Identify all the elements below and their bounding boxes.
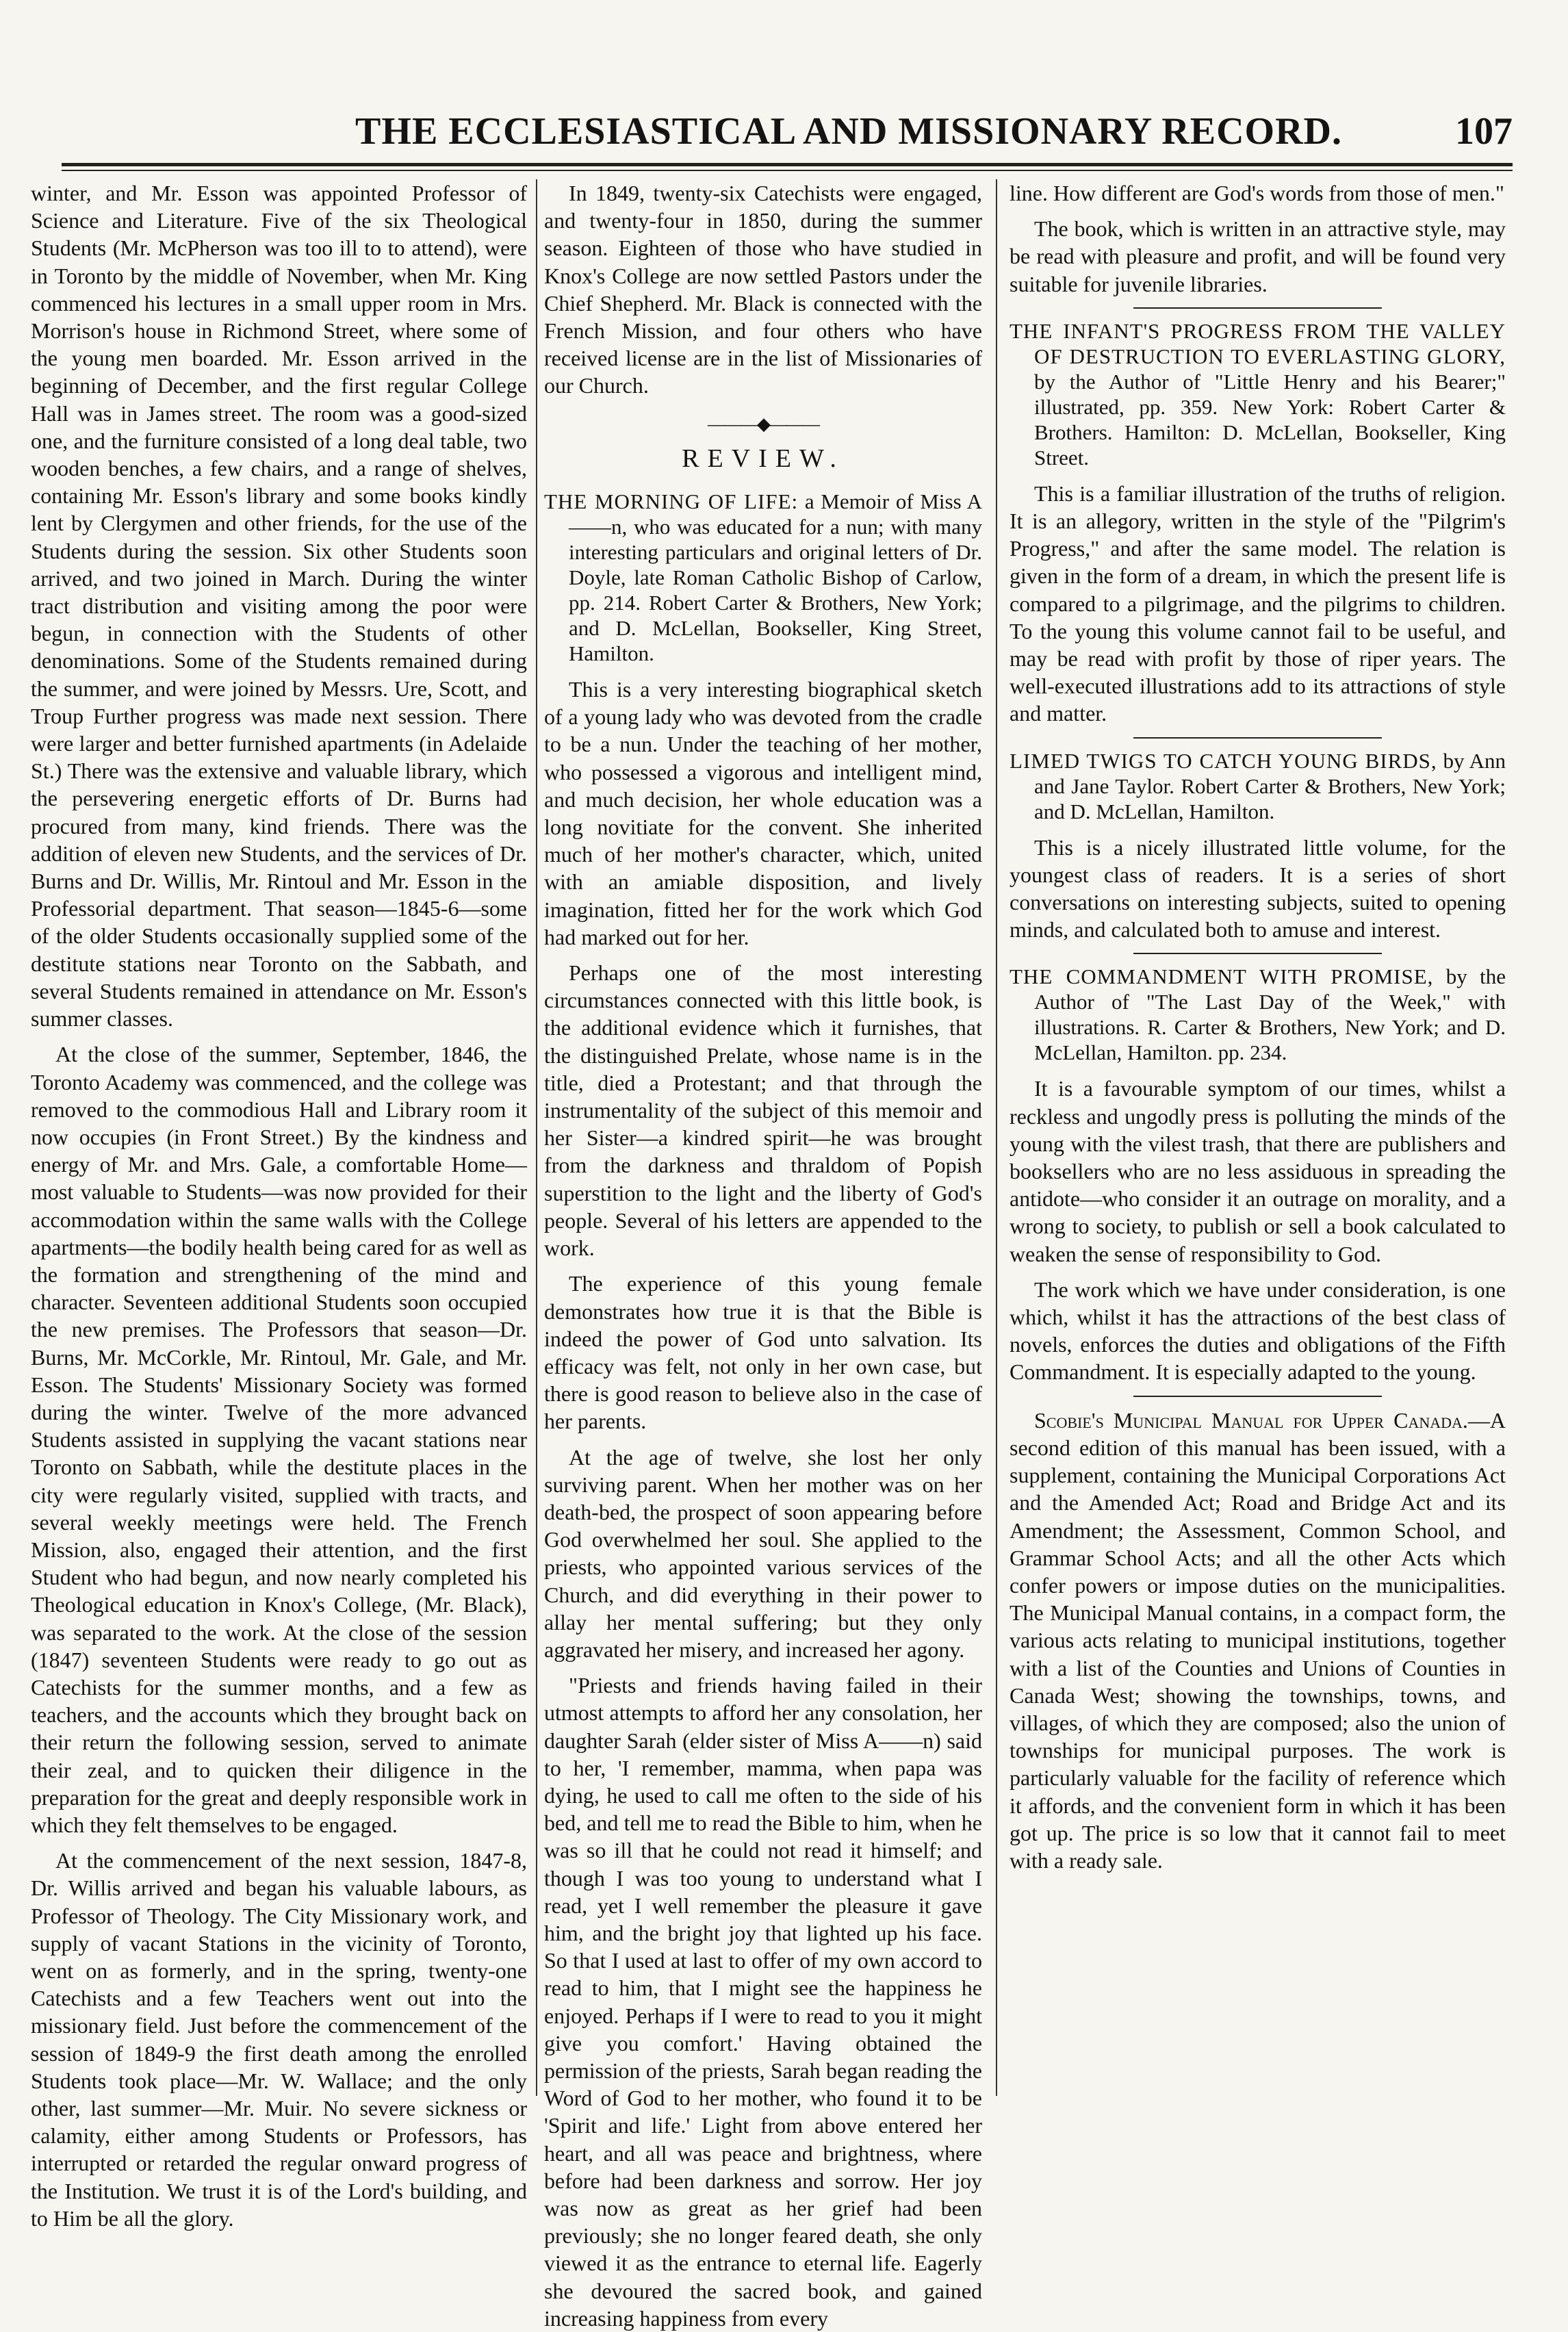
book-entry xyxy=(1010,748,1506,824)
paragraph: line. How different are God's words from those of men." xyxy=(1010,181,1504,205)
section-ornament: ———◆——— xyxy=(708,413,819,434)
page-number: 107 xyxy=(1455,110,1513,153)
paragraph: winter, and Mr. Esson was appointed Professor of Science and Literature. Five of the six Theological Students (Mr. McPherson was too ill to to attend), were in Toronto by the middle of November, when Mr. King commenced his lectures in a small upper room in Mrs. Morrison's house in Richmond Street, where some of the young men boarded. Mr. Esson arrived in the beginning of December, and the first regular College Hall was in James street. The room was a good-sized one, and the furniture consisted of a long deal table, two wooden benches, a few chairs, and a range of shelves, containing Mr. Esson's library and some books kindly lent by Clergymen and other friends, for the use of the Students during the session. Six other Students soon arrived, and two joined in March. During the winter tract distribution and visiting among the poor were begun, in connection with the Students of other denominations. Some of the Students remained during the summer, and were joined by Messrs. Ure, Scott, and Troup Further progress was made next session. There were larger and better furnished apartments (in Adelaide St.) There was the extensive and valuable library, which the persevering energetic efforts of Dr. Burns had procured from many, kind friends. There was the addition of eleven new Students, and the services of Dr. Burns and Dr. Willis, Mr. Rintoul and Mr. Esson in the Professorial department. That season—1845-6—some of the older Students occasionally supplied some of the destitute stations near Toronto on the Sabbath, and several Students remained in attendance on Mr. Esson's summer classes. xyxy=(31,181,527,1032)
paragraph: It is a favourable symptom of our times, whilst a reckless and ungodly press is polluting the minds of the young with the vilest trash, that there are publishers and booksellers who are no less assiduous in spreading the antidote—who consider it an outrage on morality, and a wrong to society, to publish or sell a book calculated to weaken the sense of responsibility to God. xyxy=(1010,1076,1506,1266)
notice xyxy=(1010,1407,1506,1874)
notice-title: Scobie's Municipal Manual for Upper Canada. xyxy=(1034,1407,1468,1433)
paragraph: Perhaps one of the most interesting circumstances connected with this little book, is the additional evidence which it furnishes, that the distinguished Prelate, whose name is in the title, died a Protestant; and that through the instrumentality of the subject of this memoir and her Sister—a kindred spirit—he was brought from the darkness and thraldom of Popish superstition to the light and the liberty of God's people. Several of his letters are appended to the work. xyxy=(544,960,982,1261)
book-title: THE MORNING OF LIFE: xyxy=(544,489,799,514)
paragraph: This is a familiar illustration of the truths of religion. It is an allegory, written in the style of the "Pilgrim's Progress," and after the same model. The relation is given in the form of a dream, in which the present life is compared to a pilgrimage, and the pilgrims to children. To the young this volume cannot fail to be useful, and may be read with profit by those of riper years. The well-executed illustrations add to its attractions of style and matter. xyxy=(1010,481,1506,726)
book-title: LIMED TWIGS TO CATCH YOUNG BIRDS, xyxy=(1010,748,1437,773)
separator-rule xyxy=(1133,953,1382,954)
separator-rule xyxy=(1133,1396,1382,1397)
book-details: a Memoir of Miss A——n, who was educated for a nun; with many interesting particulars and original letters of Dr. Doyle, late Roman Catholic Bishop of Carlow, pp. 214. Robert Carter & Brothers, New York; and D. McLellan, Bookseller, King Street, Hamilton. xyxy=(569,489,982,666)
paragraph: The work which we have under consideration, is one which, whilst it has the attractions of the best class of novels, enforces the duties and obligations of the Fifth Commandment. It is especially adapted to the young. xyxy=(1010,1277,1506,1385)
section-heading: REVIEW. xyxy=(682,444,845,473)
separator-rule xyxy=(1133,307,1382,309)
paragraph: In 1849, twenty-six Catechists were engaged, and twenty-four in 1850, during the summer season. Eighteen of those who have studied in Knox's College are now settled Pastors under the Chief Shepherd. Mr. Black is connected with the French Mission, and four others who have received license are in the list of Missionaries of our Church. xyxy=(544,181,982,398)
book-entry xyxy=(1010,964,1506,1065)
header-rule xyxy=(62,163,1513,171)
paragraph: "Priests and friends having failed in their utmost attempts to afford her any consolation, her daughter Sarah (elder sister of Miss A——n) said to her, 'I remember, mamma, when papa was dying, he used to call me often to the side of his bed, and tell me to read the Bible to him, when he was so ill that he could not read it himself; and though I was too young to understand what I read, yet I well remember the pleasure it gave him, and the bright joy that lighted up his face. So that I used at last to offer of my own accord to read to him, that I might see the happiness he enjoyed. Perhaps if I were to read to you it might give you comfort.' Having obtained the permission of the priests, Sarah began reading the Word of God to her mother, who found it to be 'Spirit and life.' Light from above entered her heart, and all was peace and brightness, where before had been darkness and sorrow. Her joy was now as great as her grief had been previously; she no longer feared death, she only viewed it as the entrance to eternal life. Eagerly she devoured the sacred book, and gained increasing happiness from every xyxy=(544,1673,982,2331)
page-header xyxy=(62,110,1513,157)
book-entry xyxy=(1010,318,1506,470)
column-divider xyxy=(536,179,537,2096)
running-title: THE ECCLESIASTICAL AND MISSIONARY RECORD. xyxy=(355,110,1342,153)
paragraph: This is a nicely illustrated little volume, for the youngest class of readers. It is a series of short conversations on interesting subjects, suited to opening minds, and calculated both to amuse and interest. xyxy=(1010,834,1506,943)
separator-rule xyxy=(1133,737,1382,739)
paragraph: At the commencement of the next session, 1847-8, Dr. Willis arrived and began his valuable labours, as Professor of Theology. The City Missionary work, and supply of vacant Stations in the vicinity of Toronto, went on as formerly, and in the spring, twenty-one Catechists and a few Teachers went out into the missionary field. Just before the commencement of the session of 1849-9 the first death among the enrolled Students took place—Mr. W. Wallace; and the only other, last summer—Mr. Muir. No severe sickness or calamity, either among Students or Professors, has interrupted or retarded the regular onward progress of the Institution. We trust it is of the Lord's building, and to Him be all the glory. xyxy=(31,1848,527,2231)
paragraph: At the age of twelve, she lost her only surviving parent. When her mother was on her death-bed, the prospect of soon appearing before God overwhelmed her soul. She applied to the priests, who appointed various services of the Church, and did everything in their power to allay her mental suffering; but they only aggravated her misery, and increased her agony. xyxy=(544,1444,982,1662)
book-details: by Ann and Jane Taylor. Robert Carter & Brothers, New York; and D. McLellan, Hamilton. xyxy=(1034,748,1506,823)
book-title: THE INFANT'S PROGRESS FROM THE VALLEY OF DESTRUCTION TO EVERLASTING GLORY, xyxy=(1010,318,1506,368)
column-3 xyxy=(1010,179,1506,2103)
paragraph: This is a very interesting biographical sketch of a young lady who was devoted from the cradle to be a nun. Under the teaching of her mother, who possessed a vigorous and intelligent mind, and much decision, her whole education was a long novitiate for the convent. She inherited much of her mother's character, which, united with an amiable disposition, and lively imagination, fitted her for the work which God had marked out for her. xyxy=(544,677,982,949)
book-title: THE COMMANDMENT WITH PROMISE, xyxy=(1010,964,1434,989)
notice-text: —A second edition of this manual has been issued, with a supplement, containing the Municipal Corporations Act and the Amended Act; Road and Bridge Act and its Amendment; the Assessment, Common School, and Grammar School Acts; and all the other Acts which confer powers or impose duties on the municipalities. The Municipal Manual contains, in a compact form, the various acts relating to municipal institutions, together with a list of the Counties and Unions of Counties in Canada West; showing the townships, towns, and villages, of which they are composed; also the union of townships for municipal purposes. The work is particularly valuable for the facility of reference which it affords, and the convenient form in which it has been got up. The price is so low that it cannot fail to meet with a ready sale. xyxy=(1010,1407,1506,1873)
paragraph: The experience of this young female demonstrates how true it is that the Bible is indeed the power of God unto salvation. Its efficacy was felt, not only in her own case, but there is good reason to believe also in the case of her parents. xyxy=(544,1271,982,1434)
column-2 xyxy=(544,179,982,2331)
paragraph: The book, which is written in an attractive style, may be read with pleasure and profit, and will be found very suitable for juvenile libraries. xyxy=(1010,216,1506,296)
column-1 xyxy=(31,179,527,2231)
column-divider xyxy=(996,179,997,2096)
book-details: by the Author of "The Last Day of the Week," with illustrations. R. Carter & Brothers, New York; and D. McLellan, Hamilton. pp. 234. xyxy=(1034,964,1506,1065)
paragraph: At the close of the summer, September, 1846, the Toronto Academy was commenced, and the college was removed to the commodious Hall and Library room it now occupies (in Front Street.) By the kindness and energy of Mr. and Mrs. Gale, a comfortable Home—most valuable to Students—was now provided for their accommodation within the same walls with the College apartments—the bodily health being cared for as well as the formation and strengthening of the mind and character. Seventeen additional Students soon occupied the new premises. The Professors that season—Dr. Burns, Mr. McCorkle, Mr. Rintoul, Mr. Gale, and Mr. Esson. The Students' Missionary Society was formed during the winter. Twelve of the more advanced Students assisted in supplying the vacant stations near Toronto on Sabbath, while the destitute places in the city were regularly visited, supplied with tracts, and several weekly meetings were held. The French Mission, also, engaged their attention, and the first Student who had begun, and now nearly completed his Theological education in Knox's College, (Mr. Black), was separated to the work. At the close of the session (1847) seventeen Students were ready to go out as Catechists for the summer months, and a few as teachers, and the accounts which they brought back on their return the following session, served to animate their zeal, and to quicken their diligence in the preparation for the great and deeply responsible work in which they felt themselves to be engaged. xyxy=(31,1042,527,1837)
book-details: by the Author of "Little Henry and his Bearer;" illustrated, pp. 359. New York: Robert Carter & Brothers. Hamilton: D. McLellan, Bookseller, King Street. xyxy=(1034,369,1506,470)
book-entry xyxy=(544,489,982,666)
